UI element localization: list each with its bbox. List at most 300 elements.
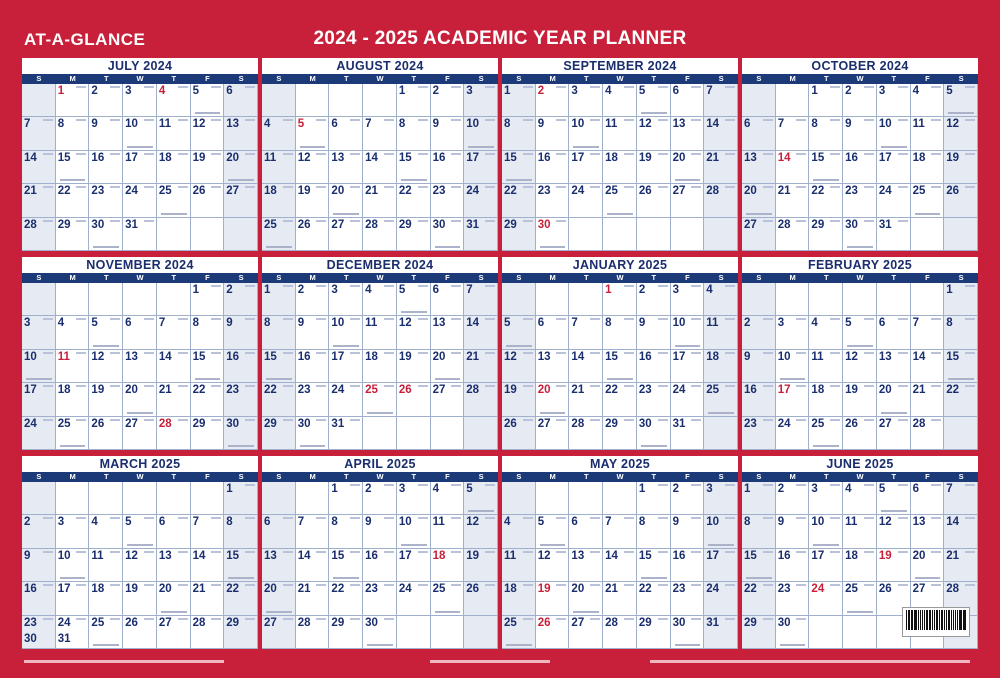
moon-phase-mark bbox=[245, 419, 255, 421]
day-number: 13 bbox=[571, 549, 585, 562]
day-number: 17 bbox=[706, 549, 720, 562]
moon-phase-mark bbox=[43, 584, 53, 586]
moon-phase-mark bbox=[556, 318, 566, 320]
moon-phase-mark bbox=[965, 285, 975, 287]
day-cell bbox=[671, 582, 705, 615]
day-cell bbox=[603, 151, 637, 184]
moon-phase-mark bbox=[931, 419, 941, 421]
day-grid bbox=[502, 482, 738, 649]
holiday-note bbox=[228, 179, 254, 181]
moon-phase-mark bbox=[316, 584, 326, 586]
holiday-note bbox=[93, 246, 119, 248]
day-number: 10 bbox=[57, 549, 71, 562]
moon-phase-mark bbox=[624, 86, 634, 88]
moon-phase-mark bbox=[178, 551, 188, 553]
day-number: 22 bbox=[638, 583, 652, 596]
weekday-label: M bbox=[309, 74, 316, 83]
moon-phase-mark bbox=[864, 318, 874, 320]
day-number: 19 bbox=[466, 549, 480, 562]
day-cell bbox=[944, 151, 978, 184]
day-number: 18 bbox=[365, 350, 378, 363]
moon-phase-mark bbox=[691, 517, 701, 519]
day-cell bbox=[671, 117, 705, 150]
holiday-note bbox=[228, 445, 254, 447]
holiday-note bbox=[506, 345, 532, 347]
moon-phase-mark bbox=[658, 618, 668, 620]
day-number: 2 bbox=[432, 85, 439, 97]
day-cell bbox=[22, 549, 56, 582]
day-cell bbox=[911, 283, 945, 316]
weekday-label: S bbox=[478, 74, 484, 83]
moon-phase-mark bbox=[485, 484, 495, 486]
day-cell bbox=[296, 616, 330, 649]
day-cell bbox=[397, 283, 431, 316]
day-number: 29 bbox=[811, 218, 825, 231]
moon-phase-mark bbox=[624, 153, 634, 155]
holiday-note bbox=[401, 179, 427, 181]
moon-phase-mark bbox=[350, 385, 360, 387]
day-cell bbox=[363, 549, 397, 582]
moon-phase-mark bbox=[110, 517, 120, 519]
day-cell bbox=[809, 482, 843, 515]
day-number: 4 bbox=[91, 516, 98, 529]
moon-phase-mark bbox=[350, 484, 360, 486]
day-cell bbox=[296, 184, 330, 217]
day-cell bbox=[742, 482, 776, 515]
day-cell bbox=[296, 383, 330, 416]
day-cell bbox=[637, 184, 671, 217]
moon-phase-mark bbox=[763, 419, 773, 421]
moon-phase-mark bbox=[178, 186, 188, 188]
moon-phase-mark bbox=[418, 385, 428, 387]
day-cell bbox=[536, 515, 570, 548]
day-cell bbox=[877, 184, 911, 217]
day-cell bbox=[191, 616, 225, 649]
weekday-header bbox=[22, 74, 258, 84]
holiday-note bbox=[401, 544, 427, 546]
day-cell bbox=[742, 582, 776, 615]
day-number: 24 bbox=[24, 417, 37, 430]
day-cell bbox=[704, 151, 738, 184]
moon-phase-mark bbox=[418, 86, 428, 88]
day-cell bbox=[536, 316, 570, 349]
day-cell bbox=[157, 482, 191, 515]
day-cell bbox=[843, 482, 877, 515]
day-cell bbox=[431, 350, 465, 383]
day-cell bbox=[637, 283, 671, 316]
day-cell bbox=[776, 482, 810, 515]
day-number: 16 bbox=[91, 151, 105, 164]
day-cell bbox=[262, 151, 296, 184]
moon-phase-mark bbox=[590, 517, 600, 519]
day-cell bbox=[911, 350, 945, 383]
day-cell bbox=[89, 582, 123, 615]
day-number: 3 bbox=[466, 85, 473, 97]
day-cell bbox=[329, 151, 363, 184]
moon-phase-mark bbox=[725, 285, 735, 287]
moon-phase-mark bbox=[624, 517, 634, 519]
weekday-header bbox=[502, 74, 738, 84]
day-number: 3 bbox=[398, 483, 406, 495]
moon-phase-mark bbox=[76, 153, 86, 155]
day-cell bbox=[704, 582, 738, 615]
day-number: 15 bbox=[638, 549, 652, 562]
day-number: 19 bbox=[504, 384, 517, 397]
moon-phase-mark bbox=[211, 186, 221, 188]
moon-phase-mark bbox=[76, 318, 86, 320]
day-number: 9 bbox=[845, 118, 852, 131]
weekday-header bbox=[502, 472, 738, 482]
day-cell bbox=[603, 184, 637, 217]
day-cell bbox=[363, 283, 397, 316]
weekday-label: F bbox=[445, 472, 450, 481]
moon-phase-mark bbox=[76, 352, 86, 354]
moon-phase-mark bbox=[965, 584, 975, 586]
day-number: 27 bbox=[571, 616, 585, 629]
moon-phase-mark bbox=[283, 285, 293, 287]
day-number: 19 bbox=[297, 185, 311, 198]
day-cell bbox=[502, 582, 536, 615]
moon-phase-mark bbox=[144, 584, 154, 586]
moon-phase-mark bbox=[144, 517, 154, 519]
day-number: 9 bbox=[638, 317, 646, 330]
day-number: 25 bbox=[912, 185, 926, 198]
day-cell bbox=[776, 151, 810, 184]
day-cell bbox=[536, 582, 570, 615]
moon-phase-mark bbox=[556, 618, 566, 620]
day-number: 23 bbox=[744, 417, 757, 430]
moon-phase-mark bbox=[43, 419, 53, 421]
day-cell bbox=[397, 151, 431, 184]
holiday-note bbox=[847, 611, 873, 613]
day-number: 25 bbox=[811, 417, 825, 430]
day-cell bbox=[569, 283, 603, 316]
moon-phase-mark bbox=[763, 484, 773, 486]
day-grid bbox=[742, 84, 978, 251]
weekday-label: T bbox=[651, 273, 657, 282]
day-cell bbox=[877, 515, 911, 548]
day-cell bbox=[671, 549, 705, 582]
day-cell bbox=[704, 218, 738, 251]
moon-phase-mark bbox=[898, 186, 908, 188]
day-number: 28 bbox=[605, 616, 618, 629]
day-number: 21 bbox=[466, 350, 480, 363]
holiday-note bbox=[127, 544, 153, 546]
moon-phase-mark bbox=[384, 318, 394, 320]
day-cell bbox=[464, 515, 498, 548]
moon-phase-mark bbox=[796, 186, 806, 188]
day-number: 2 bbox=[672, 483, 679, 495]
day-number: 3 bbox=[125, 85, 132, 97]
day-cell bbox=[262, 316, 296, 349]
moon-phase-mark bbox=[451, 186, 461, 188]
day-number: 22 bbox=[264, 384, 277, 397]
day-number: 2 bbox=[226, 284, 233, 296]
moon-phase-mark bbox=[316, 385, 326, 387]
moon-phase-mark bbox=[384, 618, 394, 620]
day-number: 16 bbox=[672, 549, 686, 562]
moon-phase-mark bbox=[384, 584, 394, 586]
weekday-header bbox=[742, 74, 978, 84]
day-number: 15 bbox=[605, 350, 618, 363]
day-cell bbox=[536, 417, 570, 450]
day-cell bbox=[431, 549, 465, 582]
moon-phase-mark bbox=[898, 119, 908, 121]
moon-phase-mark bbox=[590, 385, 600, 387]
moon-phase-mark bbox=[384, 119, 394, 121]
day-cell bbox=[843, 350, 877, 383]
weekday-label: W bbox=[136, 74, 144, 83]
day-cell bbox=[776, 184, 810, 217]
day-number: 31 bbox=[331, 417, 345, 430]
day-number: 31 bbox=[878, 218, 892, 231]
day-cell bbox=[22, 582, 56, 615]
day-cell bbox=[224, 549, 258, 582]
day-cell bbox=[843, 549, 877, 582]
weekday-label: F bbox=[445, 273, 450, 282]
day-cell bbox=[123, 151, 157, 184]
day-cell bbox=[363, 616, 397, 649]
day-cell bbox=[776, 316, 810, 349]
weekday-label: M bbox=[789, 74, 796, 83]
day-number: 13 bbox=[672, 118, 686, 131]
moon-phase-mark bbox=[796, 318, 806, 320]
day-cell bbox=[569, 184, 603, 217]
month-january-2025 bbox=[502, 257, 738, 450]
weekday-label: W bbox=[616, 472, 624, 481]
day-cell bbox=[502, 383, 536, 416]
day-cell bbox=[877, 218, 911, 251]
day-cell bbox=[123, 184, 157, 217]
day-cell bbox=[603, 350, 637, 383]
moon-phase-mark bbox=[451, 517, 461, 519]
day-number: 15 bbox=[264, 350, 277, 363]
day-number: 20 bbox=[158, 583, 172, 596]
moon-phase-mark bbox=[763, 119, 773, 121]
day-cell bbox=[536, 482, 570, 515]
moon-phase-mark bbox=[590, 153, 600, 155]
day-number: 8 bbox=[192, 317, 199, 330]
day-number: 11 bbox=[912, 118, 925, 131]
moon-phase-mark bbox=[658, 551, 668, 553]
moon-phase-mark bbox=[624, 584, 634, 586]
day-number: 5 bbox=[946, 85, 953, 97]
barcode-bar bbox=[951, 610, 952, 630]
day-number: 30 bbox=[24, 633, 37, 646]
day-cell bbox=[296, 283, 330, 316]
day-number: 11 bbox=[365, 317, 378, 330]
day-number: 23 bbox=[24, 616, 37, 629]
day-number: 21 bbox=[605, 583, 618, 596]
day-cell bbox=[704, 84, 738, 117]
moon-phase-mark bbox=[691, 318, 701, 320]
holiday-note bbox=[641, 112, 667, 114]
day-number: 26 bbox=[466, 583, 480, 596]
moon-phase-mark bbox=[384, 517, 394, 519]
weekday-label: M bbox=[789, 472, 796, 481]
weekday-label: S bbox=[958, 74, 964, 83]
moon-phase-mark bbox=[624, 618, 634, 620]
day-cell bbox=[157, 218, 191, 251]
day-number: 26 bbox=[297, 218, 311, 231]
day-number: 21 bbox=[946, 549, 960, 562]
day-number: 31 bbox=[57, 633, 71, 646]
day-number: 10 bbox=[466, 118, 480, 131]
day-cell bbox=[944, 117, 978, 150]
day-number: 18 bbox=[912, 151, 926, 164]
day-cell bbox=[536, 383, 570, 416]
day-cell bbox=[911, 417, 945, 450]
weekday-label: W bbox=[616, 74, 624, 83]
day-cell bbox=[536, 283, 570, 316]
day-number: 6 bbox=[158, 516, 166, 529]
day-number: 11 bbox=[264, 151, 277, 164]
day-number: 17 bbox=[57, 583, 71, 596]
moon-phase-mark bbox=[691, 618, 701, 620]
day-cell bbox=[704, 417, 738, 450]
day-number: 6 bbox=[331, 118, 338, 131]
day-cell bbox=[123, 316, 157, 349]
day-cell bbox=[22, 482, 56, 515]
day-cell bbox=[123, 515, 157, 548]
moon-phase-mark bbox=[245, 618, 255, 620]
barcode-bar bbox=[946, 610, 947, 630]
day-cell bbox=[329, 616, 363, 649]
weekday-header bbox=[262, 74, 498, 84]
day-number: 6 bbox=[878, 317, 886, 330]
day-cell bbox=[191, 84, 225, 117]
day-number: 21 bbox=[24, 185, 37, 198]
day-number: 12 bbox=[946, 118, 960, 131]
weekday-label: S bbox=[958, 273, 964, 282]
moon-phase-mark bbox=[451, 220, 461, 222]
day-number: 25 bbox=[504, 616, 517, 629]
day-cell bbox=[397, 350, 431, 383]
moon-phase-mark bbox=[898, 551, 908, 553]
day-cell bbox=[637, 117, 671, 150]
day-number: 11 bbox=[845, 516, 858, 529]
day-number: 12 bbox=[845, 350, 858, 363]
day-number: 30 bbox=[845, 218, 858, 231]
day-cell bbox=[843, 582, 877, 615]
day-cell bbox=[191, 549, 225, 582]
moon-phase-mark bbox=[658, 352, 668, 354]
day-number: 11 bbox=[91, 549, 104, 562]
day-cell bbox=[191, 350, 225, 383]
day-number: 9 bbox=[672, 516, 679, 529]
weekday-label: S bbox=[516, 273, 522, 282]
day-cell bbox=[89, 417, 123, 450]
day-grid bbox=[262, 84, 498, 251]
day-number: 4 bbox=[365, 284, 372, 296]
day-cell bbox=[809, 582, 843, 615]
moon-phase-mark bbox=[898, 584, 908, 586]
day-number: 21 bbox=[158, 384, 172, 397]
day-number: 8 bbox=[57, 118, 65, 131]
month-title: MAY 2025 bbox=[502, 456, 738, 472]
moon-phase-mark bbox=[763, 618, 773, 620]
day-cell bbox=[569, 515, 603, 548]
moon-phase-mark bbox=[76, 419, 86, 421]
moon-phase-mark bbox=[350, 285, 360, 287]
day-number: 5 bbox=[125, 516, 132, 529]
day-cell bbox=[431, 218, 465, 251]
moon-phase-mark bbox=[178, 119, 188, 121]
day-number: 28 bbox=[297, 616, 311, 629]
holiday-note bbox=[915, 577, 941, 579]
day-cell bbox=[704, 283, 738, 316]
moon-phase-mark bbox=[556, 86, 566, 88]
day-cell bbox=[224, 316, 258, 349]
day-cell bbox=[89, 218, 123, 251]
moon-phase-mark bbox=[898, 484, 908, 486]
holiday-note bbox=[607, 378, 633, 380]
day-cell bbox=[569, 417, 603, 450]
day-number: 2 bbox=[537, 85, 545, 97]
day-cell bbox=[603, 417, 637, 450]
moon-phase-mark bbox=[76, 385, 86, 387]
moon-phase-mark bbox=[830, 352, 840, 354]
day-cell bbox=[397, 184, 431, 217]
moon-phase-mark bbox=[931, 551, 941, 553]
day-cell bbox=[843, 616, 877, 649]
month-title: AUGUST 2024 bbox=[262, 58, 498, 74]
moon-phase-mark bbox=[864, 86, 874, 88]
day-number: 2 bbox=[638, 284, 646, 296]
weekday-label: T bbox=[584, 472, 589, 481]
moon-phase-mark bbox=[691, 584, 701, 586]
day-number: 21 bbox=[192, 583, 206, 596]
moon-phase-mark bbox=[485, 153, 495, 155]
day-cell bbox=[944, 316, 978, 349]
weekday-label: S bbox=[718, 74, 724, 83]
day-cell bbox=[56, 218, 90, 251]
day-cell bbox=[569, 383, 603, 416]
moon-phase-mark bbox=[76, 517, 86, 519]
day-number: 17 bbox=[811, 549, 825, 562]
day-number: 5 bbox=[537, 516, 545, 529]
moon-phase-mark bbox=[110, 584, 120, 586]
day-cell bbox=[464, 84, 498, 117]
day-number: 15 bbox=[226, 549, 240, 562]
barcode-bar bbox=[948, 610, 950, 630]
day-number: 24 bbox=[398, 583, 412, 596]
moon-phase-mark bbox=[144, 419, 154, 421]
moon-phase-mark bbox=[485, 119, 495, 121]
weekday-label: S bbox=[276, 472, 282, 481]
month-october-2024 bbox=[742, 58, 978, 251]
weekday-label: W bbox=[856, 273, 864, 282]
holiday-note bbox=[813, 544, 839, 546]
holiday-note bbox=[540, 246, 566, 248]
day-number: 9 bbox=[432, 118, 439, 131]
holiday-note bbox=[333, 213, 359, 215]
moon-phase-mark bbox=[624, 318, 634, 320]
day-cell bbox=[911, 316, 945, 349]
moon-phase-mark bbox=[350, 352, 360, 354]
day-cell bbox=[502, 151, 536, 184]
holiday-note bbox=[675, 179, 701, 181]
moon-phase-mark bbox=[965, 484, 975, 486]
moon-phase-mark bbox=[830, 318, 840, 320]
moon-phase-mark bbox=[211, 584, 221, 586]
moon-phase-mark bbox=[556, 419, 566, 421]
moon-phase-mark bbox=[110, 186, 120, 188]
day-number: 24 bbox=[331, 384, 345, 397]
day-cell bbox=[296, 84, 330, 117]
day-cell bbox=[123, 582, 157, 615]
day-number: 1 bbox=[504, 85, 511, 97]
